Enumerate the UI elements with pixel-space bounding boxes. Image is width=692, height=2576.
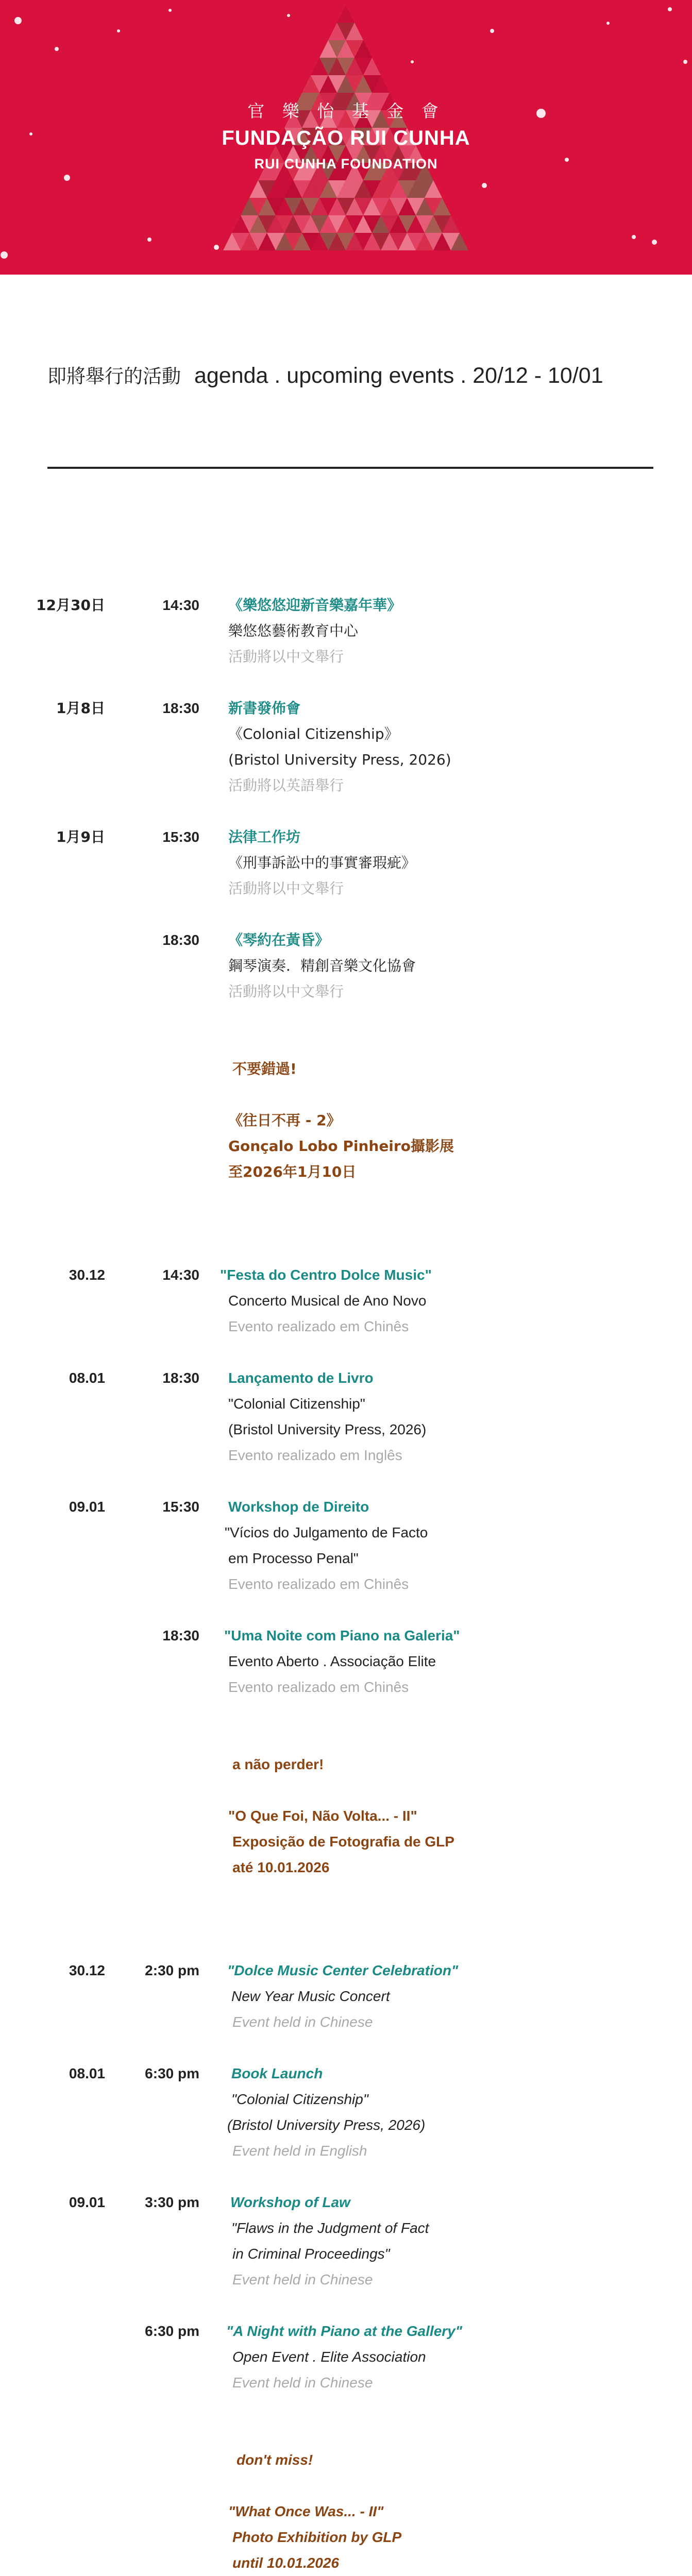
event-language-note: 活動將以中文舉行 xyxy=(228,880,344,897)
dont-miss-label: don't miss! xyxy=(237,2452,313,2468)
event-description: Evento Aberto . Associação Elite xyxy=(228,1653,436,1669)
event-time: 18:30 xyxy=(162,932,199,948)
event-time: 15:30 xyxy=(162,1499,199,1515)
event-date: 12月30日 xyxy=(36,597,105,614)
event-title[interactable]: 新書發佈會 xyxy=(228,700,301,717)
event-language-note: Evento realizado em Chinês xyxy=(228,1318,409,1334)
dont-miss-label: a não perder! xyxy=(232,1756,324,1772)
event-title[interactable]: 《琴約在黃昏》 xyxy=(228,931,330,948)
event-language-note: Event held in Chinese xyxy=(232,2272,373,2287)
event-title[interactable]: Book Launch xyxy=(231,2065,323,2081)
event-language-note: Evento realizado em Inglês xyxy=(228,1447,402,1463)
event-description: 樂悠悠藝術教育中心 xyxy=(228,622,359,639)
event-description: (Bristol University Press, 2026) xyxy=(227,2117,426,2133)
exhibition-line: Gonçalo Lobo Pinheiro攝影展 xyxy=(228,1138,454,1155)
event-language-note: 活動將以中文舉行 xyxy=(228,983,344,1000)
exhibition-line: until 10.01.2026 xyxy=(232,2555,340,2571)
event-description: 《Colonial Citizenship》 xyxy=(228,725,399,742)
event-language-note: Event held in English xyxy=(232,2143,367,2159)
event-time: 18:30 xyxy=(162,1370,199,1386)
event-description: "Colonial Citizenship" xyxy=(231,2091,368,2107)
event-time: 3:30 pm xyxy=(145,2194,199,2210)
event-language-note: Event held in Chinese xyxy=(232,2375,373,2391)
logo-english-name: RUI CUNHA FOUNDATION xyxy=(254,156,438,172)
event-date: 30.12 xyxy=(69,1267,105,1283)
exhibition-title[interactable]: "O Que Foi, Não Volta... - II" xyxy=(228,1808,417,1824)
event-date: 09.01 xyxy=(69,1499,105,1515)
event-description: New Year Music Concert xyxy=(231,1988,390,2004)
event-language-note: Evento realizado em Chinês xyxy=(228,1679,409,1695)
page-title xyxy=(47,361,603,388)
event-description: "Flaws in the Judgment of Fact xyxy=(231,2220,429,2236)
event-time: 18:30 xyxy=(162,1628,199,1643)
logo-chinese-name: 官 樂 怡 基 金 會 xyxy=(247,101,445,121)
event-time: 15:30 xyxy=(162,829,199,845)
event-time: 6:30 pm xyxy=(145,2065,199,2081)
event-language-note: 活動將以英語舉行 xyxy=(228,777,344,794)
event-time: 18:30 xyxy=(162,700,199,716)
dont-miss-label: 不要錯過! xyxy=(232,1060,297,1077)
event-description: Open Event . Elite Association xyxy=(232,2349,426,2365)
event-language-note: Event held in Chinese xyxy=(232,2014,373,2030)
page-title-chinese: 即將舉行的活動 xyxy=(47,365,181,387)
event-time: 6:30 pm xyxy=(145,2323,199,2339)
event-title[interactable]: 法律工作坊 xyxy=(228,828,301,845)
event-date: 09.01 xyxy=(69,2194,105,2210)
header-banner xyxy=(0,0,692,275)
event-description: (Bristol University Press, 2026) xyxy=(228,751,451,768)
event-title[interactable]: 《樂悠悠迎新音樂嘉年華》 xyxy=(228,597,402,614)
event-description: Concerto Musical de Ano Novo xyxy=(228,1293,427,1309)
event-description: "Colonial Citizenship" xyxy=(228,1396,365,1412)
event-title[interactable]: "Festa do Centro Dolce Music" xyxy=(220,1267,432,1283)
event-time: 14:30 xyxy=(162,1267,199,1283)
event-time: 14:30 xyxy=(162,597,199,613)
event-description: in Criminal Proceedings" xyxy=(232,2246,390,2262)
exhibition-line: Exposição de Fotografia de GLP xyxy=(232,1834,454,1850)
divider xyxy=(47,467,653,469)
exhibition-title[interactable]: 《往日不再 - 2》 xyxy=(228,1112,341,1129)
event-description: 《刑事訴訟中的事實審瑕疵》 xyxy=(228,854,416,871)
event-date: 08.01 xyxy=(69,1370,105,1386)
event-description: 鋼琴演奏．精創音樂文化協會 xyxy=(228,957,416,974)
event-title[interactable]: "A Night with Piano at the Gallery" xyxy=(226,2323,463,2339)
event-title[interactable]: "Uma Noite com Piano na Galeria" xyxy=(224,1628,460,1643)
event-time: 2:30 pm xyxy=(145,1962,199,1978)
event-description: (Bristol University Press, 2026) xyxy=(228,1421,427,1437)
page-title-english: agenda . upcoming events . 20/12 - 10/01 xyxy=(194,363,603,388)
event-date: 30.12 xyxy=(69,1962,105,1978)
exhibition-line: até 10.01.2026 xyxy=(232,1859,330,1875)
event-title[interactable]: Lançamento de Livro xyxy=(228,1370,374,1386)
exhibition-line: Photo Exhibition by GLP xyxy=(232,2529,402,2545)
event-title[interactable]: "Dolce Music Center Celebration" xyxy=(227,1962,459,1978)
event-language-note: Evento realizado em Chinês xyxy=(228,1576,409,1592)
event-title[interactable]: Workshop of Law xyxy=(230,2194,350,2210)
event-date: 1月9日 xyxy=(56,828,105,845)
exhibition-title[interactable]: "What Once Was... - II" xyxy=(228,2503,384,2519)
event-description: "Vícios do Julgamento de Facto xyxy=(225,1524,428,1540)
event-description: em Processo Penal" xyxy=(228,1550,359,1566)
event-title[interactable]: Workshop de Direito xyxy=(228,1499,369,1515)
event-date: 1月8日 xyxy=(56,700,105,717)
event-date: 08.01 xyxy=(69,2065,105,2081)
exhibition-line: 至2026年1月10日 xyxy=(228,1163,357,1180)
logo-portuguese-name: FUNDAÇÃO RUI CUNHA xyxy=(222,127,470,149)
event-language-note: 活動將以中文舉行 xyxy=(228,648,344,665)
